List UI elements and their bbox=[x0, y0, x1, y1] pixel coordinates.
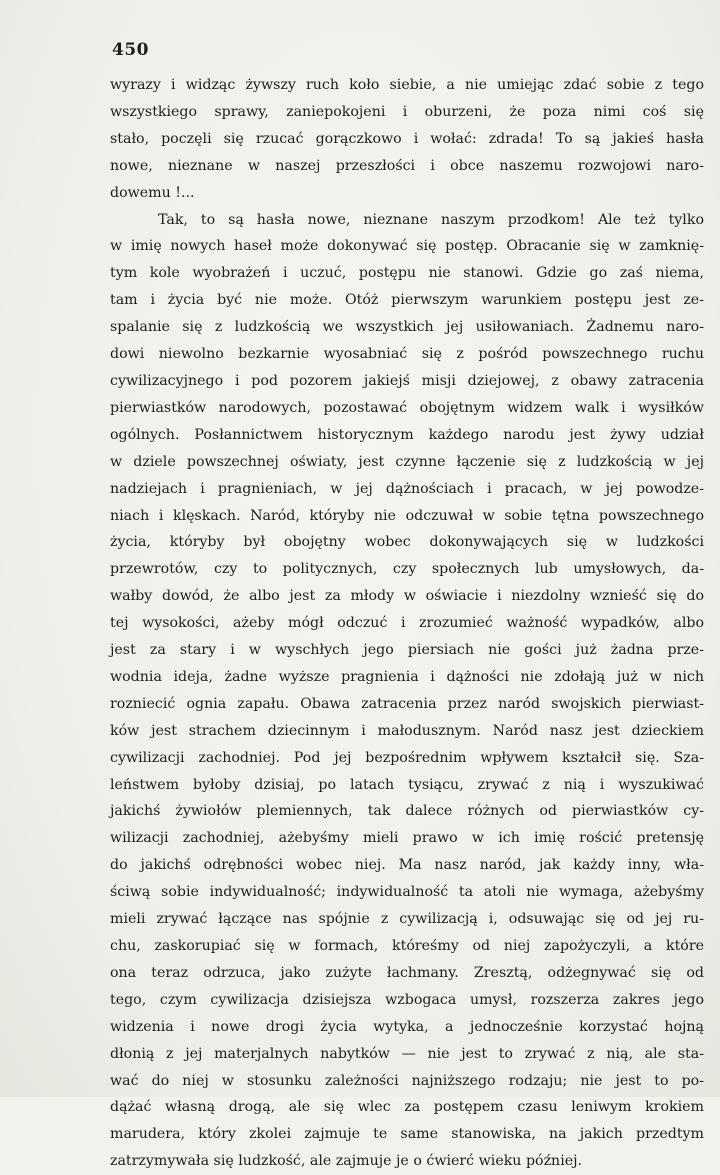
paragraph bbox=[110, 207, 704, 1175]
text-line: tym kole wyobrażeń i uczuć, postępu nie stanowi. Gdzie go zaś niema, bbox=[110, 265, 704, 282]
text-line: Tak, to są hasła nowe, nieznane naszym przodkom! Ale też tylko bbox=[158, 211, 704, 228]
text-line: ściwą sobie indywidualność; indywidualność ta atoli nie wymaga, ażebyśmy bbox=[110, 884, 704, 901]
text-line: jest za stary i w wyschłych jego piersiach nie gości już żadna prze- bbox=[110, 642, 704, 659]
text-line: zatrzymywała się ludzkość, ale zajmuje je o ćwierć wieku później. bbox=[110, 1153, 583, 1170]
text-line: jakichś żywiołów plemiennych, tak dalece różnych od pierwiastków cy- bbox=[110, 803, 704, 820]
text-line: dłonią z jej materjalnych nabytków — nie jest to zrywać z nią, ale sta- bbox=[110, 1045, 704, 1062]
text-line: w dziele powszechnej oświaty, jest czynne łączenie się z ludzkością w jej bbox=[110, 453, 704, 470]
text-line: tam i życia być nie może. Otóż pierwszym warunkiem postępu jest ze- bbox=[110, 292, 704, 309]
text-line: w imię nowych haseł może dokonywać się postęp. Obracanie się w zamknię- bbox=[110, 238, 704, 255]
text-line: do jakichś odrębności wobec niej. Ma nasz naród, jak każdy inny, wła- bbox=[110, 857, 704, 874]
text-line: wszystkiego sprawy, zaniepokojeni i oburzeni, że poza nimi coś się bbox=[110, 103, 704, 120]
paragraph bbox=[110, 72, 704, 207]
text-line: mieli zrywać łączące nas spójnie z cywilizacją i, odsuwając się od jej ru- bbox=[110, 911, 704, 928]
text-line: ona teraz odrzuca, jako zużyte łachmany. Zresztą, odżegnywać się od bbox=[110, 964, 704, 981]
text-line: stało, poczęli się rzucać gorączkowo i wołać: zdrada! To są jakieś hasła bbox=[110, 130, 704, 147]
text-line: nowe, nieznane w naszej przeszłości i obce naszemu rozwojowi naro- bbox=[110, 157, 704, 174]
text-line: rozniecić ognia zapału. Obawa zatracenia przez naród swojskich pierwiast- bbox=[110, 695, 704, 712]
text-line: wilizacji zachodniej, ażebyśmy mieli prawo w ich imię rościć pretensję bbox=[110, 830, 704, 847]
page-number: 450 bbox=[112, 40, 149, 60]
text-line: ków jest strachem dziecinnym i małodusznym. Naród nasz jest dzieckiem bbox=[110, 722, 704, 739]
text-line: wyrazy i widząc żywszy ruch koło siebie, a nie umiejąc zdać sobie z tego bbox=[110, 77, 704, 93]
text-line: dążać własną drogą, ale się wlec za postępem czasu leniwym krokiem bbox=[110, 1099, 704, 1116]
text-line: wodnia ideja, żadne wyższe pragnienia i dążności nie zdołają już w nich bbox=[110, 668, 704, 685]
text-line: widzenia i nowe drogi życia wytyka, a jednocześnie korzystać hojną bbox=[110, 1018, 704, 1035]
body-text bbox=[110, 72, 704, 1175]
text-line: życia, któryby był obojętny wobec dokonywających się w ludzkości bbox=[110, 534, 704, 551]
text-line: wać do niej w stosunku zależności najniższego rodzaju; nie jest to po- bbox=[110, 1072, 704, 1089]
text-line: niach i klęskach. Naród, któryby nie odczuwał w sobie tętna powszechnego bbox=[110, 507, 704, 524]
text-line: tego, czym cywilizacja dzisiejsza wzbogaca umysł, rozszerza zakres jego bbox=[110, 991, 704, 1008]
text-line: dowi niewolno bezkarnie wyosabniać się z pośród powszechnego ruchu bbox=[110, 346, 704, 363]
text-line: dowemu !... bbox=[110, 184, 195, 201]
text-line: nadziejach i pragnieniach, w jej dążnościach i pracach, w jej powodze- bbox=[110, 480, 704, 497]
text-line: przewrotów, czy to politycznych, czy społecznych lub umysłowych, da- bbox=[110, 561, 704, 578]
text-line: cywilizacyjnego i pod pozorem jakiejś misji dziejowej, z obawy zatracenia bbox=[110, 372, 704, 389]
text-line: spalanie się z ludzkością we wszystkich jej usiłowaniach. Żadnemu naro- bbox=[110, 319, 704, 336]
text-line: ogólnych. Posłannictwem historycznym każdego narodu jest żywy udział bbox=[110, 426, 704, 443]
text-line: chu, zaskorupiać się w formach, któreśmy od niej zapożyczyli, a które bbox=[110, 938, 704, 954]
text-line: leństwem byłoby dzisiaj, po latach tysiącu, zrywać z nią i wyszukiwać bbox=[110, 776, 704, 793]
text-line: marudera, który zkolei zajmuje te same stanowiska, na jakich przedtym bbox=[110, 1126, 704, 1143]
text-line: cywilizacji zachodniej. Pod jej bezpośrednim wpływem kształcił się. Sza- bbox=[110, 749, 704, 766]
text-line: wałby dowód, że albo jest za młody w oświacie i niezdolny wznieść się do bbox=[110, 588, 704, 605]
text-line: tej wysokości, ażeby mógł odczuć i zrozumieć ważność wypadków, albo bbox=[110, 615, 704, 632]
text-line: pierwiastków narodowych, pozostawać obojętnym widzem walk i wysiłków bbox=[110, 399, 704, 416]
